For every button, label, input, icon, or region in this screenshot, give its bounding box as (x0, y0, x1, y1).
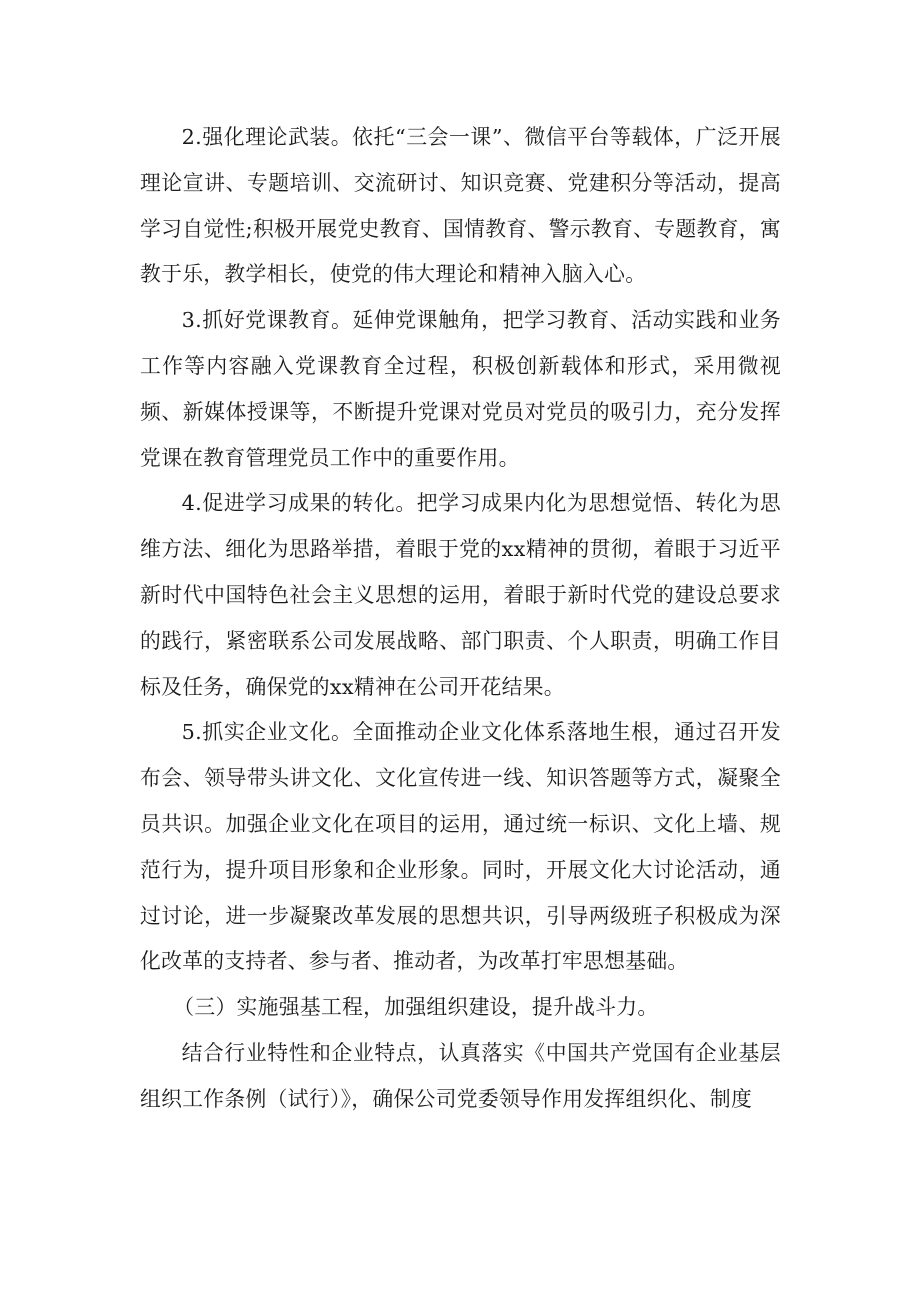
paragraph-corporate-culture: 5.抓实企业文化。全面推动企业文化体系落地生根，通过召开发布会、领导带头讲文化、文化宣传进一线、知识答题等方式，凝聚全员共识。加强企业文化在项目的运用，通过统一标识、文化上墙、规范行为，提升项目形象和企业形象。同时，开展文化大讨论活动，通过讨论，进一步凝聚改革发展的思想共识，引导两级班子积极成为深化改革的支持者、参与者、推动者，为改革打牢思想基础。 (140, 720, 781, 974)
paragraph-organization-building: 结合行业特性和企业特点，认真落实《中国共产党国有企业基层组织工作条例（试行）》，确保公司党委领导作用发挥组织化、制度 (140, 1040, 781, 1111)
paragraph-learning-outcomes: 4.促进学习成果的转化。把学习成果内化为思想觉悟、转化为思维方法、细化为思路举措，着眼于党的xx精神的贯彻，着眼于习近平新时代中国特色社会主义思想的运用，着眼于新时代党的建设总要求的践行，紧密联系公司发展战略、部门职责、个人职责，明确工作目标及任务，确保党的xx精神在公司开花结果。 (140, 491, 781, 699)
section-heading-3: （三）实施强基工程，加强组织建设，提升战斗力。 (173, 995, 659, 1020)
paragraph-strengthen-theory: 2.强化理论武装。依托“三会一课”、微信平台等载体，广泛开展理论宣讲、专题培训、交流研讨、知识竞赛、党建积分等活动，提高学习自觉性;积极开展党史教育、国情教育、警示教育、专题教育，寓教于乐，教学相长，使党的伟大理论和精神入脑入心。 (140, 125, 781, 287)
paragraph-party-lessons: 3.抓好党课教育。延伸党课触角，把学习教育、活动实践和业务工作等内容融入党课教育全过程，积极创新载体和形式，采用微视频、新媒体授课等，不断提升党课对党员对党员的吸引力，充分发挥党课在教育管理党员工作中的重要作用。 (140, 308, 781, 470)
document-body (140, 115, 781, 1123)
